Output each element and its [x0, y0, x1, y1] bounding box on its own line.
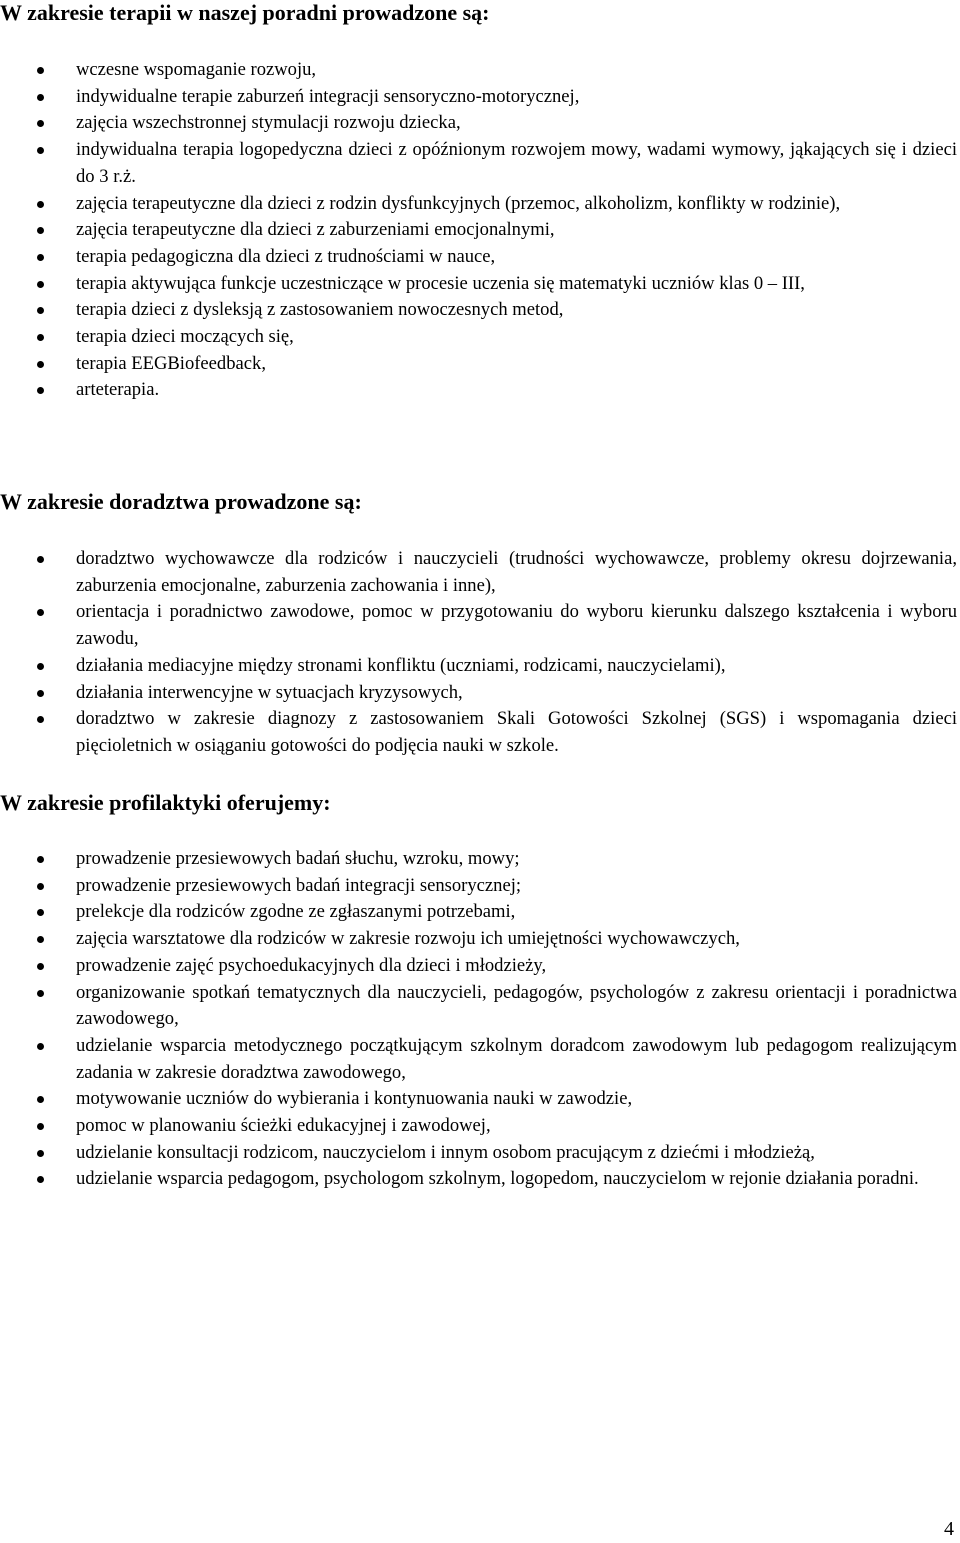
- list-item: [0, 1086, 957, 1113]
- bullet-icon: [37, 1043, 44, 1050]
- therapy-list: [0, 57, 957, 404]
- counseling-list: [0, 546, 957, 760]
- list-item-text: terapia dzieci moczących się,: [76, 326, 294, 348]
- bullet-icon: [37, 909, 44, 916]
- list-item-text: terapia pedagogiczna dla dzieci z trudnościami w nauce,: [76, 245, 496, 267]
- list-item: [0, 926, 957, 953]
- bullet-icon: [37, 147, 44, 154]
- list-item-text: zajęcia terapeutyczne dla dzieci z zaburzeniami emocjonalnymi,: [76, 219, 555, 241]
- list-item-text: motywowanie uczniów do wybierania i kontynuowania nauki w zawodzie,: [76, 1088, 633, 1110]
- list-item: [0, 1166, 957, 1193]
- prevention-list: [0, 846, 957, 1193]
- list-item: [0, 1140, 957, 1167]
- list-item: [0, 377, 957, 404]
- bullet-icon: [37, 690, 44, 697]
- bullet-icon: [37, 883, 44, 890]
- list-item: [0, 1113, 957, 1140]
- list-item-text: doradztwo w zakresie diagnozy z zastosowaniem Skali Gotowości Szkolnej (SGS) i wspomagania dzieci pięcioletnich w osiąganiu gotowości do podjęcia nauki w szkole.: [76, 708, 957, 756]
- bullet-icon: [37, 1096, 44, 1103]
- bullet-icon: [37, 281, 44, 288]
- list-item: [0, 217, 957, 244]
- bullet-icon: [37, 254, 44, 261]
- bullet-icon: [37, 67, 44, 74]
- bullet-icon: [37, 609, 44, 616]
- list-item: [0, 271, 957, 298]
- list-item: [0, 546, 957, 599]
- list-item-text: pomoc w planowaniu ścieżki edukacyjnej i zawodowej,: [76, 1115, 491, 1137]
- bullet-icon: [37, 334, 44, 341]
- bullet-icon: [37, 963, 44, 970]
- bullet-icon: [37, 663, 44, 670]
- list-item: [0, 846, 957, 873]
- list-item: [0, 953, 957, 980]
- bullet-icon: [37, 1150, 44, 1157]
- list-item: [0, 324, 957, 351]
- list-item-text: organizowanie spotkań tematycznych dla nauczycieli, pedagogów, psychologów z zakresu orientacji i poradnictwa zawodowego,: [76, 981, 957, 1030]
- therapy-heading: W zakresie terapii w naszej poradni prowadzone są:: [0, 0, 490, 25]
- list-item-text: arteterapia.: [76, 379, 160, 401]
- list-item: [0, 980, 957, 1033]
- list-item-text: zajęcia wszechstronnej stymulacji rozwoju dziecka,: [76, 112, 461, 134]
- bullet-icon: [37, 201, 44, 208]
- list-item: [0, 1033, 957, 1086]
- bullet-icon: [37, 716, 44, 723]
- list-item: [0, 137, 957, 190]
- list-item: [0, 873, 957, 900]
- list-item-text: wczesne wspomaganie rozwoju,: [76, 59, 317, 80]
- list-item-text: prowadzenie przesiewowych badań integracji sensorycznej;: [76, 874, 522, 896]
- list-item: [0, 680, 957, 707]
- list-item: [0, 899, 957, 926]
- list-item-text: działania mediacyjne między stronami konfliktu (uczniami, rodzicami, nauczycielami),: [76, 654, 726, 676]
- list-item-text: udzielanie wsparcia pedagogom, psychologom szkolnym, logopedom, nauczycielom w rejonie działania poradni.: [76, 1168, 919, 1190]
- counseling-heading: W zakresie doradztwa prowadzone są:: [0, 489, 362, 514]
- bullet-icon: [37, 856, 44, 863]
- list-item-text: indywidualne terapie zaburzeń integracji sensoryczno-motorycznej,: [76, 85, 580, 107]
- list-item-text: terapia EEGBiofeedback,: [76, 352, 266, 374]
- bullet-icon: [37, 556, 44, 563]
- list-item-text: terapia dzieci z dysleksją z zastosowaniem nowoczesnych metod,: [76, 299, 564, 321]
- list-item: [0, 706, 957, 759]
- list-item: [0, 84, 957, 111]
- list-item: [0, 599, 957, 652]
- list-item: [0, 297, 957, 324]
- bullet-icon: [37, 227, 44, 234]
- bullet-icon: [37, 936, 44, 943]
- list-item-text: zajęcia terapeutyczne dla dzieci z rodzin dysfunkcyjnych (przemoc, alkoholizm, konflikty w rodzinie),: [76, 192, 841, 214]
- list-item-text: doradztwo wychowawcze dla rodziców i nauczycieli (trudności wychowawcze, problemy okresu dojrzewania, zaburzenia emocjonalne, zaburzenia zachowania i inne),: [76, 548, 957, 596]
- list-item-text: udzielanie konsultacji rodzicom, nauczycielom i innym osobom pracującym z dziećmi i młodzieżą,: [76, 1141, 815, 1163]
- list-item-text: udzielanie wsparcia metodycznego początkującym szkolnym doradcom zawodowym lub pedagogom realizującym zadania w zakresie doradztwa zawodowego,: [76, 1034, 957, 1083]
- bullet-icon: [37, 990, 44, 997]
- bullet-icon: [37, 387, 44, 394]
- list-item-text: prowadzenie zajęć psychoedukacyjnych dla dzieci i młodzieży,: [76, 954, 547, 976]
- list-item: [0, 351, 957, 378]
- list-item-text: terapia aktywująca funkcje uczestniczące w procesie uczenia się matematyki uczniów klas 0 – III,: [76, 272, 805, 294]
- bullet-icon: [37, 361, 44, 368]
- list-item-text: orientacja i poradnictwo zawodowe, pomoc w przygotowaniu do wyboru kierunku dalszego kształcenia i wyboru zawodu,: [76, 601, 957, 650]
- list-item-text: prowadzenie przesiewowych badań słuchu, wzroku, mowy;: [76, 848, 520, 869]
- list-item: [0, 244, 957, 271]
- list-item: [0, 191, 957, 218]
- list-item-text: indywidualna terapia logopedyczna dzieci z opóźnionym rozwojem mowy, wadami wymowy, jąkających się i dzieci do 3 r.ż.: [76, 139, 957, 187]
- bullet-icon: [37, 307, 44, 314]
- list-item: [0, 110, 957, 137]
- bullet-icon: [37, 94, 44, 101]
- list-item: [0, 57, 957, 84]
- list-item-text: prelekcje dla rodziców zgodne ze zgłaszanymi potrzebami,: [76, 901, 516, 923]
- bullet-icon: [37, 120, 44, 127]
- bullet-icon: [37, 1123, 44, 1130]
- list-item-text: zajęcia warsztatowe dla rodziców w zakresie rozwoju ich umiejętności wychowawczych,: [76, 928, 740, 950]
- list-item-text: działania interwencyjne w sytuacjach kryzysowych,: [76, 681, 463, 703]
- prevention-heading: W zakresie profilaktyki oferujemy:: [0, 790, 331, 815]
- bullet-icon: [37, 1176, 44, 1183]
- list-item: [0, 653, 957, 680]
- page-number: 4: [944, 1518, 954, 1540]
